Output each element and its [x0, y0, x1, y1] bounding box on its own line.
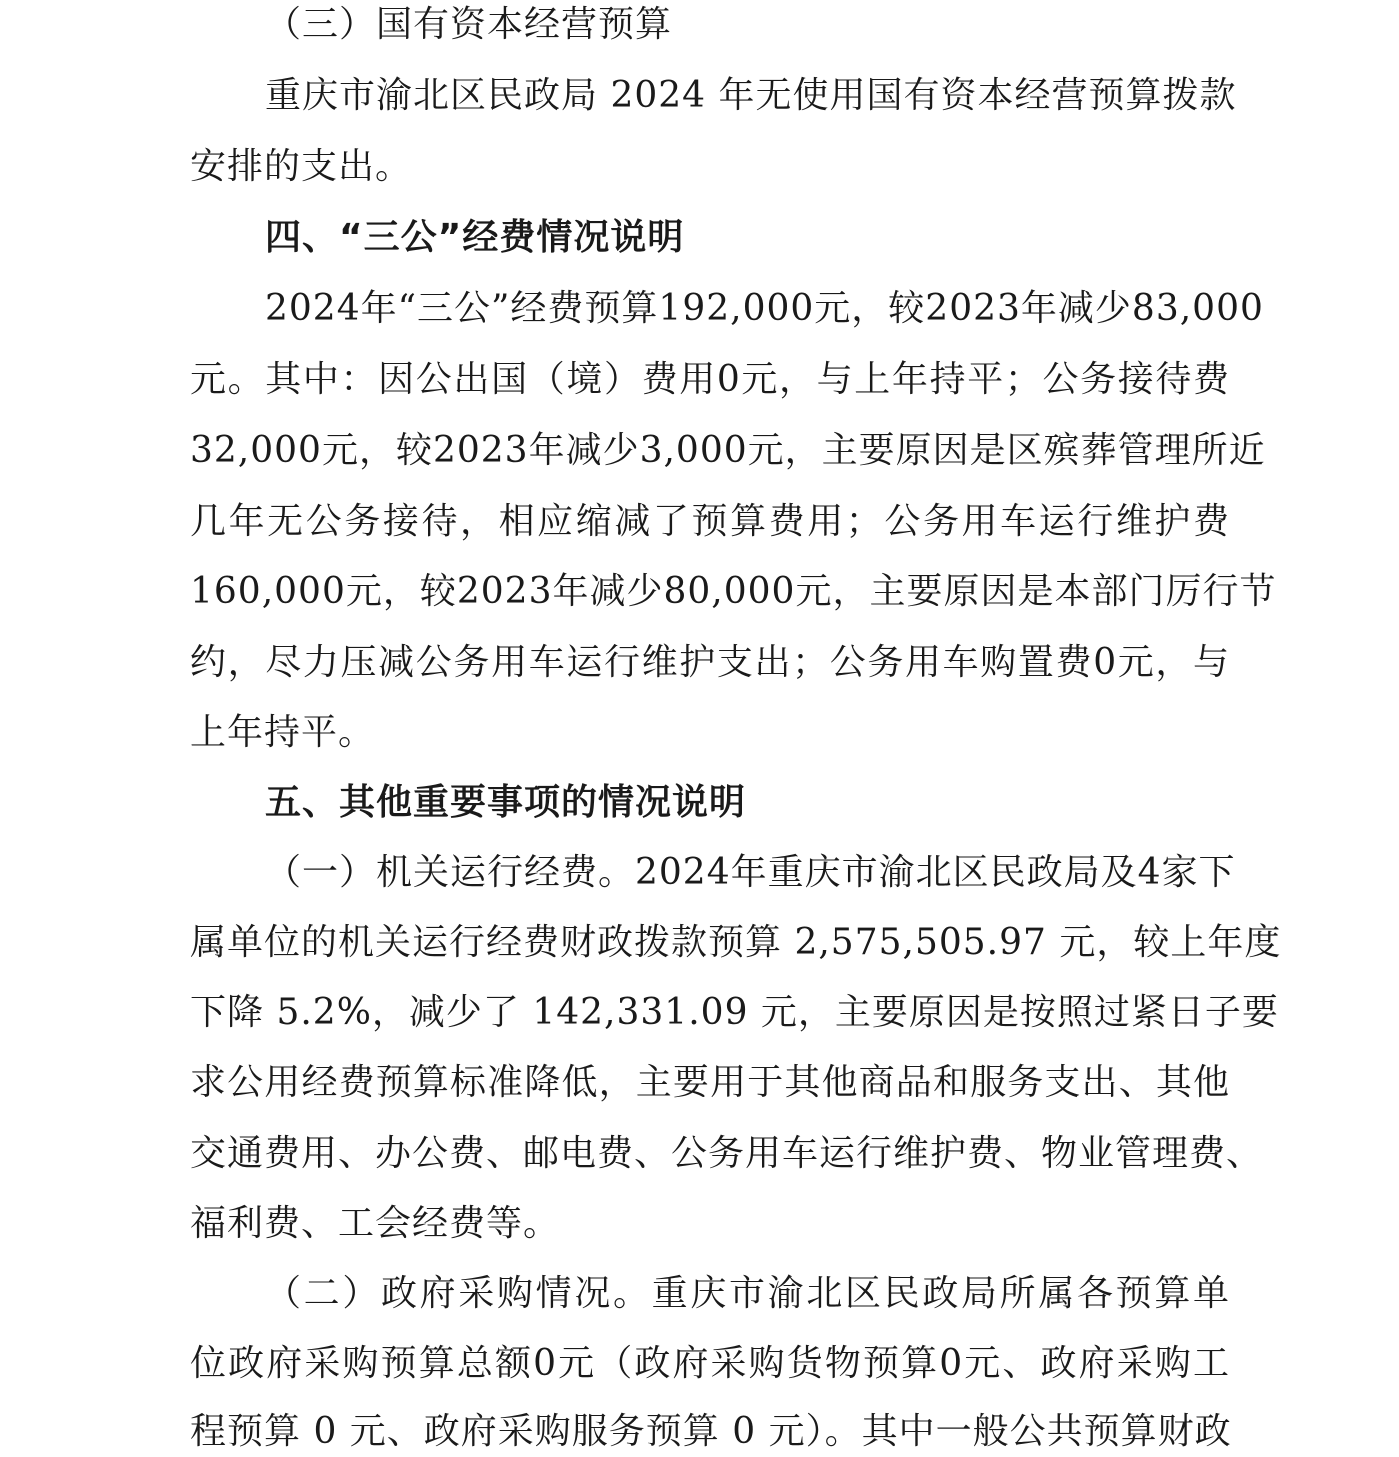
paragraph-line: 程预算 0 元、政府采购服务预算 0 元）。其中一般公共预算财政 — [190, 1411, 1232, 1452]
paragraph-line: 福利费、工会经费等。 — [190, 1203, 561, 1244]
paragraph-line: 约，尽力压减公务用车运行维护支出；公务用车购置费0元，与 — [190, 642, 1230, 683]
section-heading-other-matters: 五、其他重要事项的情况说明 — [265, 782, 747, 823]
paragraph-line: （二）政府采购情况。重庆市渝北区民政局所属各预算单 — [265, 1273, 1230, 1314]
paragraph-line: 160,000元，较2023年减少80,000元，主要原因是本部门厉行节 — [190, 571, 1277, 612]
paragraph-line: 求公用经费预算标准降低，主要用于其他商品和服务支出、其他 — [190, 1062, 1230, 1103]
paragraph-line: 交通费用、办公费、邮电费、公务用车运行维护费、物业管理费、 — [190, 1133, 1264, 1174]
paragraph-line: 重庆市渝北区民政局 2024 年无使用国有资本经营预算拨款 — [265, 75, 1237, 116]
paragraph-line: 元。其中：因公出国（境）费用0元，与上年持平；公务接待费 — [190, 359, 1230, 400]
paragraph-line: 属单位的机关运行经费财政拨款预算 2,575,505.97 元，较上年度 — [190, 922, 1282, 963]
paragraph-line: 32,000元，较2023年减少3,000元，主要原因是区殡葬管理所近 — [190, 430, 1266, 471]
paragraph-line: 安排的支出。 — [190, 146, 413, 187]
paragraph-line: 位政府采购预算总额0元（政府采购货物预算0元、政府采购工 — [190, 1343, 1230, 1384]
subheading-state-capital-budget: （三）国有资本经营预算 — [265, 4, 673, 45]
section-heading-three-public-expenses: 四、“三公”经费情况说明 — [265, 217, 685, 258]
paragraph-line: 几年无公务接待，相应缩减了预算费用；公务用车运行维护费 — [190, 501, 1230, 542]
paragraph-line: 上年持平。 — [190, 712, 376, 753]
paragraph-line: 2024年“三公”经费预算192,000元，较2023年减少83,000 — [265, 288, 1264, 329]
paragraph-line: （一）机关运行经费。2024年重庆市渝北区民政局及4家下 — [265, 852, 1236, 893]
paragraph-line: 下降 5.2%，减少了 142,331.09 元，主要原因是按照过紧日子要 — [190, 992, 1279, 1033]
